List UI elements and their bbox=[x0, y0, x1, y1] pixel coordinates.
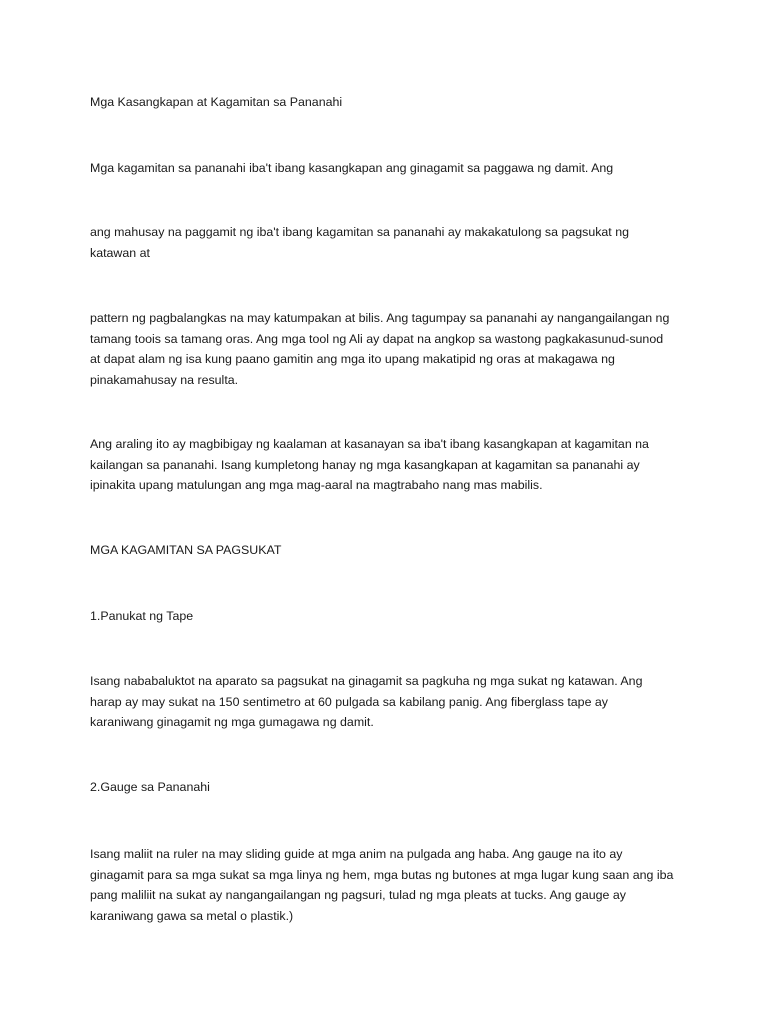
text-line: ipinakita upang matulungan ang mga mag-aaral na magtrabaho nang mas mabilis. bbox=[90, 478, 543, 492]
intro-paragraph bbox=[90, 158, 690, 179]
section-heading bbox=[90, 540, 690, 561]
title-line: Mga Kasangkapan at Kagamitan sa Pananahi bbox=[90, 95, 343, 109]
text-line: ginagamit para sa mga sukat sa mga linya ng hem, mga butas ng butones at mga lugar kung saan ang iba bbox=[90, 867, 674, 882]
paragraph-3 bbox=[90, 434, 690, 496]
text-line: Isang nababaluktot na aparato sa pagsukat na ginagamit sa pagkuha ng mga sukat ng katawan. Ang bbox=[90, 674, 643, 688]
text-line: at dapat alam ng isa kung paano gamitin ang mga ito upang makatipid ng oras at makagawa ng bbox=[90, 352, 615, 366]
item-1-description bbox=[90, 671, 690, 733]
text-line: pinakamahusay na resulta. bbox=[90, 372, 239, 387]
text-line: karaniwang ginagamit ng mga gumagawa ng damit. bbox=[90, 715, 374, 729]
item-1-heading bbox=[90, 606, 690, 627]
paragraph-1 bbox=[90, 222, 690, 263]
text-line: pang maliliit na sukat ay nangangailangan ng pagsuri, tulad ng mga pleats at tucks. Ang gauge ay bbox=[90, 888, 626, 902]
text-line: tamang toois sa tamang oras. Ang mga tool ng Ali ay dapat na angkop sa wastong pagkakasunud-sunod bbox=[90, 331, 664, 346]
heading-line: 2.Gauge sa Pananahi bbox=[90, 780, 210, 794]
text-line: karaniwang gawa sa metal o plastik.) bbox=[90, 908, 294, 923]
item-2-heading bbox=[90, 777, 690, 798]
heading-line: MGA KAGAMITAN SA PAGSUKAT bbox=[90, 543, 282, 557]
heading-line: 1.Panukat ng Tape bbox=[90, 609, 194, 623]
document-title bbox=[90, 92, 690, 113]
text-line: Mga kagamitan sa pananahi iba't ibang kasangkapan ang ginagamit sa paggawa ng damit. Ang bbox=[90, 161, 614, 175]
text-line: ang mahusay na paggamit ng iba't ibang kagamitan sa pananahi ay makakatulong sa pagsukat ng bbox=[90, 225, 629, 239]
paragraph-2 bbox=[90, 308, 690, 390]
item-2-description bbox=[90, 844, 690, 926]
text-line: Isang maliit na ruler na may sliding guide at mga anim na pulgada ang haba. Ang gauge na ito ay bbox=[90, 847, 623, 861]
text-line: kailangan sa pananahi. Isang kumpletong hanay ng mga kasangkapan at kagamitan sa pananahi ay bbox=[90, 457, 640, 472]
text-line: pattern ng pagbalangkas na may katumpakan at bilis. Ang tagumpay sa pananahi ay nangangailangan ng bbox=[90, 311, 670, 325]
text-line: harap ay may sukat na 150 sentimetro at 60 pulgada sa kabilang panig. Ang fiberglass tape ay bbox=[90, 694, 608, 709]
text-line: Ang araling ito ay magbibigay ng kaalaman at kasanayan sa iba't ibang kasangkapan at kagamitan na bbox=[90, 437, 649, 451]
text-line: katawan at bbox=[90, 245, 150, 260]
